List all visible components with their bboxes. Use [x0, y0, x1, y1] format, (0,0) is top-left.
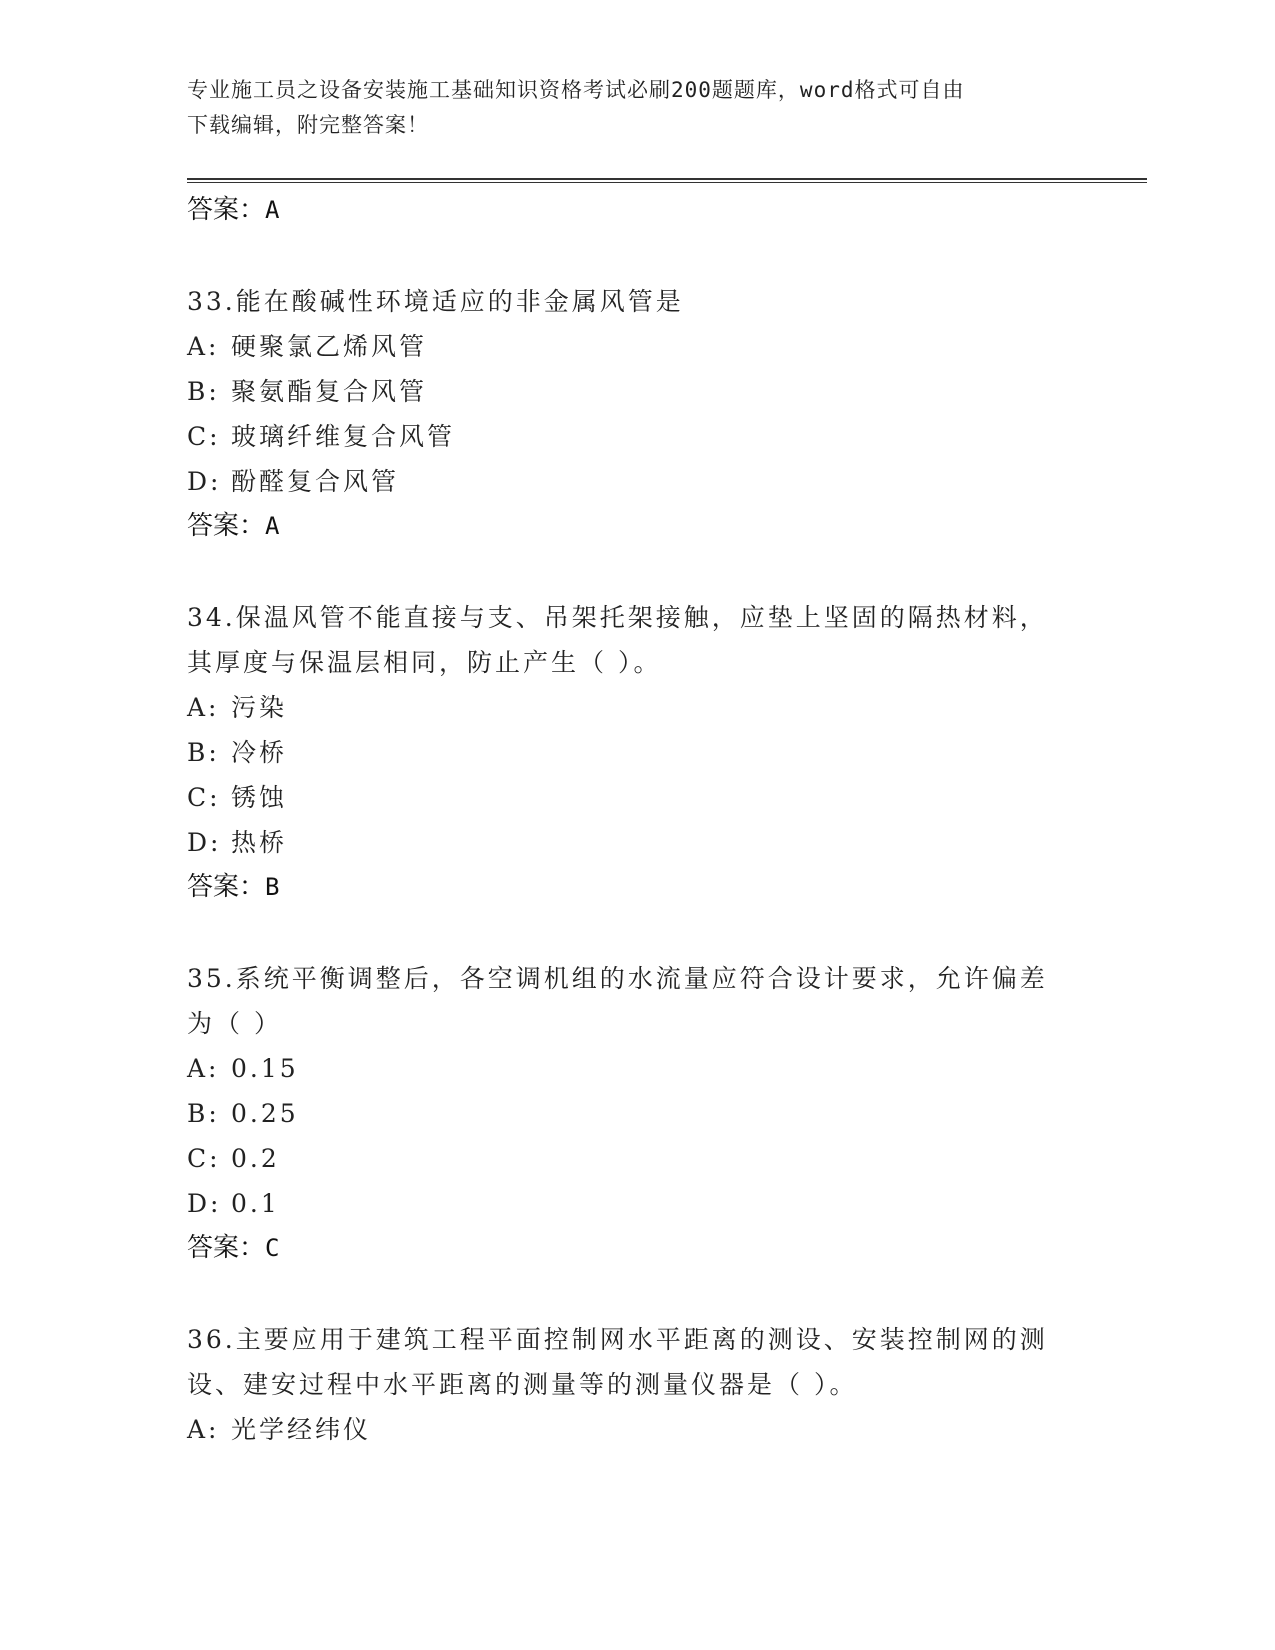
header-divider — [187, 178, 1147, 183]
option-a — [187, 1407, 1087, 1452]
option-d — [187, 820, 1087, 865]
option-key: B: — [187, 1099, 220, 1128]
header-line-1: 专业施工员之设备安装施工基础知识资格考试必刷200题题库，word格式可自由 — [187, 78, 965, 102]
option-text: 锈蚀 — [231, 783, 288, 812]
option-key: D: — [187, 467, 222, 496]
option-key: C: — [187, 1144, 221, 1173]
question-block — [187, 595, 1087, 910]
question-block — [187, 1317, 1087, 1452]
answer-line — [187, 504, 1087, 549]
answer-label: 答案： — [187, 1233, 266, 1263]
option-text: 0.15 — [231, 1054, 299, 1083]
question-text-line-2: 为（ ） — [187, 1009, 282, 1038]
answer-label: 答案： — [187, 872, 266, 902]
option-key: A: — [187, 1054, 220, 1083]
option-text: 热桥 — [231, 828, 288, 857]
option-c — [187, 1136, 1087, 1181]
option-key: B: — [187, 738, 220, 767]
option-b — [187, 369, 1087, 414]
option-text: 玻璃纤维复合风管 — [231, 422, 456, 451]
option-key: B: — [187, 377, 220, 406]
option-key: A: — [187, 693, 220, 722]
header-line-2: 下载编辑，附完整答案！ — [187, 113, 429, 137]
question-text-line-1: 36.主要应用于建筑工程平面控制网水平距离的测设、安装控制网的测 — [187, 1325, 1048, 1354]
question-block — [187, 956, 1087, 1271]
option-a — [187, 1046, 1087, 1091]
answer-value: A — [265, 196, 280, 224]
option-text: 光学经纬仪 — [231, 1415, 372, 1444]
option-key: D: — [187, 828, 222, 857]
option-text: 0.2 — [231, 1144, 280, 1173]
option-key: C: — [187, 783, 221, 812]
spacer — [187, 233, 1087, 279]
answer-value: A — [265, 512, 280, 540]
option-a — [187, 685, 1087, 730]
document-header — [187, 73, 1087, 143]
spacer — [187, 910, 1087, 956]
question-list — [187, 188, 1087, 1452]
answer-value: B — [265, 873, 280, 901]
option-b — [187, 1091, 1087, 1136]
question-block — [187, 279, 1087, 549]
option-text: 硬聚氯乙烯风管 — [231, 332, 428, 361]
question-text-line-1: 34.保温风管不能直接与支、吊架托架接触，应垫上坚固的隔热材料， — [187, 603, 1048, 632]
option-text: 酚醛复合风管 — [231, 467, 400, 496]
option-c — [187, 775, 1087, 820]
question-text-line-1: 35.系统平衡调整后，各空调机组的水流量应符合设计要求，允许偏差 — [187, 964, 1048, 993]
option-key: D: — [187, 1189, 222, 1218]
option-d — [187, 459, 1087, 504]
question-text-line-2: 设、建安过程中水平距离的测量等的测量仪器是（ ）。 — [187, 1370, 858, 1399]
answer-line — [187, 188, 1087, 233]
option-d — [187, 1181, 1087, 1226]
option-text: 污染 — [231, 693, 288, 722]
question-text: 33.能在酸碱性环境适应的非金属风管是 — [187, 287, 684, 316]
option-key: A: — [187, 332, 220, 361]
answer-line — [187, 1226, 1087, 1271]
answer-value: C — [265, 1234, 280, 1262]
option-text: 0.1 — [231, 1189, 280, 1218]
option-text: 聚氨酯复合风管 — [231, 377, 428, 406]
answer-label: 答案： — [187, 511, 266, 541]
answer-line — [187, 865, 1087, 910]
option-a — [187, 324, 1087, 369]
option-text: 冷桥 — [231, 738, 288, 767]
option-b — [187, 730, 1087, 775]
answer-label: 答案： — [187, 195, 266, 225]
spacer — [187, 549, 1087, 595]
question-text-line-2: 其厚度与保温层相同，防止产生（ ）。 — [187, 648, 662, 677]
option-c — [187, 414, 1087, 459]
option-text: 0.25 — [231, 1099, 299, 1128]
spacer — [187, 1271, 1087, 1317]
option-key: C: — [187, 422, 221, 451]
option-key: A: — [187, 1415, 220, 1444]
